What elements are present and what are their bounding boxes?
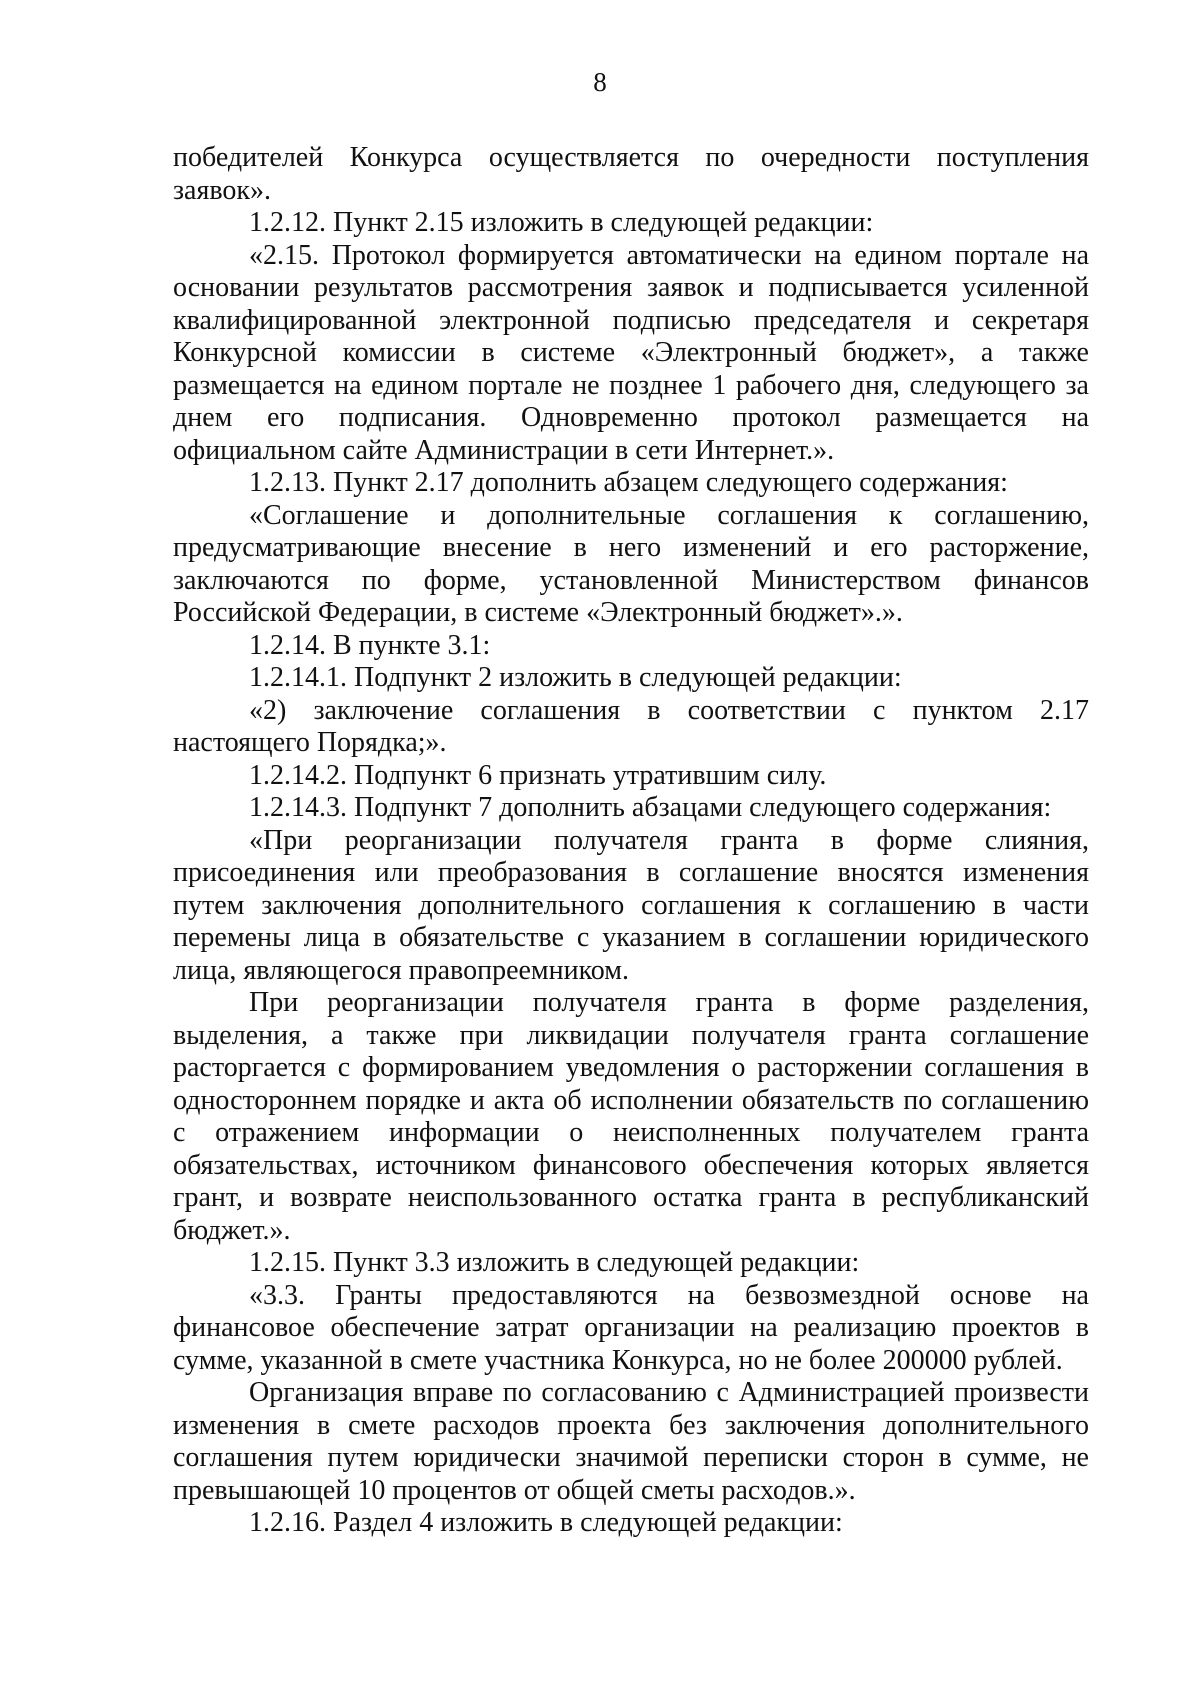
paragraph: 1.2.16. Раздел 4 изложить в следующей редакции: xyxy=(249,1507,843,1538)
paragraph: 1.2.14.1. Подпункт 2 изложить в следующей редакции: xyxy=(249,662,902,693)
page-number: 8 xyxy=(593,67,607,97)
paragraph: «При реорганизации получателя гранта в форме слияния, присоединения или преобразования в соглашение вносятся изменения путем заключения дополнительного соглашения к соглашению в части перемены лица в обязательстве с указанием в соглашении юридического лица, являющегося правопреемником. xyxy=(173,824,1089,986)
paragraph: «2.15. Протокол формируется автоматически на едином портале на основании результатов рассмотрения заявок и подписывается усиленной квалифицированной электронной подписью председателя и секретаря Конкурсной комиссии в системе «Электронный бюджет», а также размещается на едином портале не позднее 1 рабочего дня, следующего за днем его подписания. Одновременно протокол размещается на официальном сайте Администрации в сети Интернет.». xyxy=(173,239,1089,466)
paragraph: 1.2.14.2. Подпункт 6 признать утратившим силу. xyxy=(249,759,827,791)
paragraph: 1.2.15. Пункт 3.3 изложить в следующей редакции: xyxy=(249,1247,860,1278)
paragraph: «2) заключение соглашения в соответствии с пунктом 2.17 настоящего Порядка;». xyxy=(173,694,1089,758)
paragraph: 1.2.13. Пункт 2.17 дополнить абзацем следующего содержания: xyxy=(249,467,1008,498)
paragraph: «3.3. Гранты предоставляются на безвозмездной основе на финансовое обеспечение затрат организации на реализацию проектов в сумме, указанной в смете участника Конкурса, но не более 200000 рублей. xyxy=(173,1279,1089,1376)
paragraph: 1.2.14. В пункте 3.1: xyxy=(249,629,491,661)
paragraph: При реорганизации получателя гранта в форме разделения, выделения, а также при ликвидации получателя гранта соглашение расторгается с формированием уведомления о расторжении соглашения в одностороннем порядке и акта об исполнении обязательств по соглашению с отражением информации о неисполненных получателем гранта обязательствах, источником финансового обеспечения которых является грант, и возврате неиспользованного остатка гранта в республиканский бюджет.». xyxy=(173,987,1089,1246)
paragraph: «Соглашение и дополнительные соглашения к соглашению, предусматривающие внесение в него изменений и его расторжение, заключаются по форме, установленной Министерством финансов Российской Федерации, в системе «Электронный бюджет».». xyxy=(173,499,1089,628)
paragraph: 1.2.14.3. Подпункт 7 дополнить абзацами следующего содержания: xyxy=(249,792,1052,823)
paragraph: 1.2.12. Пункт 2.15 изложить в следующей редакции: xyxy=(249,207,874,238)
paragraph: Организация вправе по согласованию с Администрацией произвести изменения в смете расходов проекта без заключения дополнительного соглашения путем юридически значимой переписки сторон в сумме, не превышающей 10 процентов от общей сметы расходов.». xyxy=(173,1377,1089,1506)
paragraph: победителей Конкурса осуществляется по очередности поступления заявок». xyxy=(173,142,1089,206)
document-body xyxy=(173,142,1089,1540)
